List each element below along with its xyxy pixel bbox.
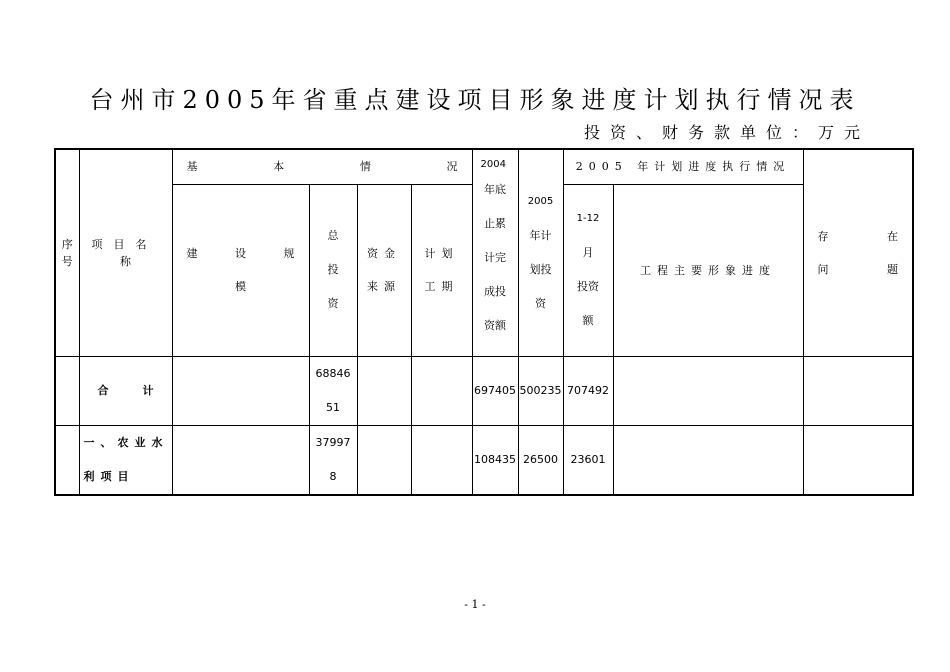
- header-investment-1-12: 1-12 月 投资 额: [563, 184, 613, 356]
- cell-progress: [613, 425, 803, 495]
- header-exec-2005: 2005 年计划进度执行情况: [563, 149, 803, 184]
- unit-note: 投资、财务款单位：万元: [583, 123, 870, 142]
- cell-plan-period: [411, 425, 472, 495]
- cell-cumulative-2004: 108435: [472, 425, 518, 495]
- header-cumulative-2004: 2004 年底 止累 计完 成投 资额: [472, 149, 518, 356]
- cell-progress: [613, 356, 803, 425]
- table-row: [55, 356, 913, 425]
- header-basic-info: 基 本 情 况: [172, 149, 472, 184]
- header-total-investment: 总 投 资: [309, 184, 357, 356]
- cell-plan-2005: 26500: [518, 425, 563, 495]
- cell-cumulative-2004: 697405: [472, 356, 518, 425]
- cell-plan-period: [411, 356, 472, 425]
- cell-fund-source: [357, 425, 411, 495]
- header-progress: 工程主要形象进度: [613, 184, 803, 356]
- cell-name: 合 计: [79, 356, 172, 425]
- header-issues: 存 在 问 题: [803, 149, 913, 356]
- header-seq: 序 号: [55, 149, 79, 356]
- header-fund-source: 资金 来源: [357, 184, 411, 356]
- cell-scale: [172, 356, 309, 425]
- cell-issues: [803, 356, 913, 425]
- cell-name: 一、农业水 利项目: [79, 425, 172, 495]
- cell-scale: [172, 425, 309, 495]
- cell-investment-1-12: 23601: [563, 425, 613, 495]
- header-plan-2005: 2005 年计 划投 资: [518, 149, 563, 356]
- header-plan-period: 计划 工期: [411, 184, 472, 356]
- cell-plan-2005: 500235: [518, 356, 563, 425]
- header-scale: 建 设 规 模: [172, 184, 309, 356]
- document-title: 台州市2005年省重点建设项目形象进度计划执行情况表: [89, 86, 861, 114]
- cell-total-investment: 37997 8: [309, 425, 357, 495]
- cell-investment-1-12: 707492: [563, 356, 613, 425]
- cell-seq: [55, 356, 79, 425]
- cell-total-investment: 68846 51: [309, 356, 357, 425]
- page-number: - 1 -: [464, 598, 486, 611]
- table-row: [55, 425, 913, 495]
- cell-issues: [803, 425, 913, 495]
- cell-fund-source: [357, 356, 411, 425]
- cell-seq: [55, 425, 79, 495]
- header-project-name: 项 目 名 称: [79, 149, 172, 356]
- progress-table: [54, 148, 914, 496]
